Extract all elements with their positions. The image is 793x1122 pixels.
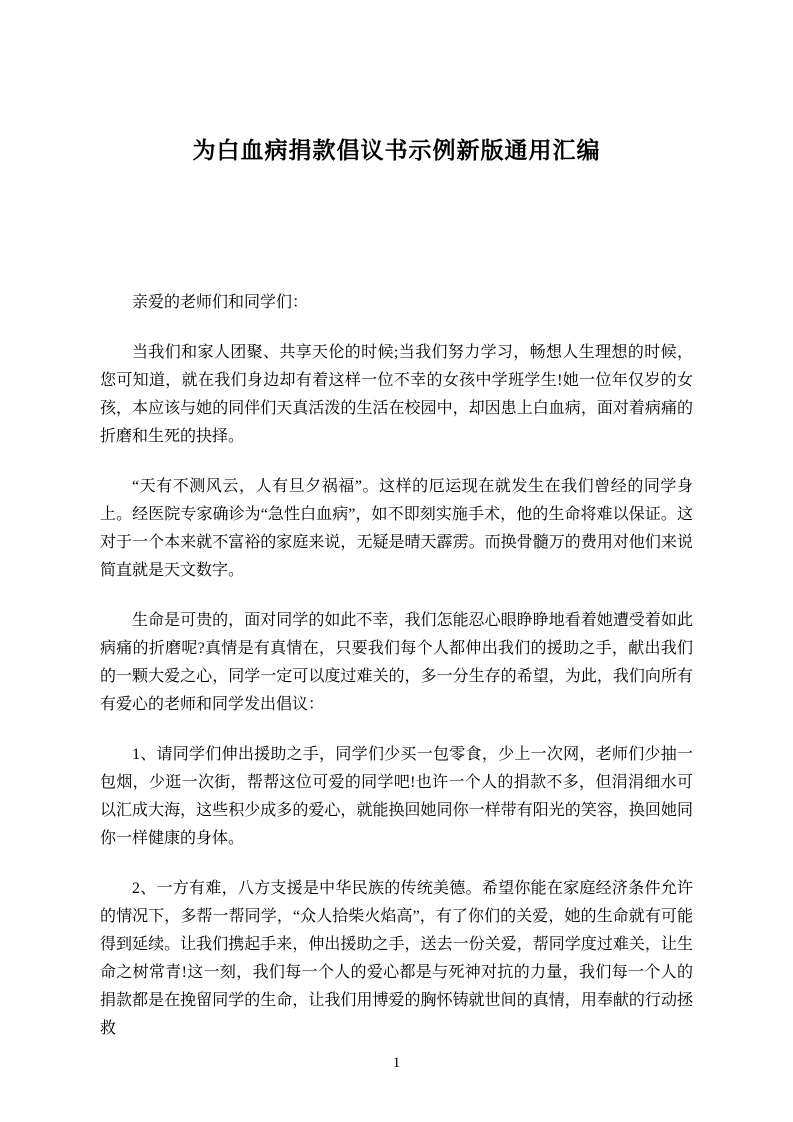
document-body xyxy=(0,289,793,1043)
document-title: 为白血病捐款倡议书示例新版通用汇编 xyxy=(192,138,601,163)
paragraph-4-item-1: 1、请同学们伸出援助之手，同学们少买一包零食，少上一次网，老师们少抽一包烟，少逛一次街，帮帮这位可爱的同学吧!也许一个人的捐款不多，但涓涓细水可以汇成大海，这些积少成多的爱心，就能换回她同你一样带有阳光的笑容，换回她同你一样健康的身体。 xyxy=(100,746,693,847)
paragraph-5-item-2: 2、一方有难，八方支援是中华民族的传统美德。希望你能在家庭经济条件允许的情况下，多帮一帮同学，“众人拾柴火焰高”，有了你们的关爱，她的生命就有可能得到延续。让我们携起手来，伸出援助之手，送去一份关爱，帮同学度过难关，让生命之树常青!这一刻，我们每一个人的爱心都是与死神对抗的力量，我们每一个人的捐款都是在挽留同学的生命，让我们用博爱的胸怀铸就世间的真情，用奉献的行动拯救 xyxy=(100,880,693,1037)
salutation-line: 亲爱的老师们和同学们： xyxy=(132,294,309,311)
page-number: 1 xyxy=(392,1055,401,1071)
paragraph-2: “天有不测风云，人有旦夕祸福”。这样的厄运现在就发生在我们曾经的同学身上。经医院专家确诊为“急性白血病”，如不即刻实施手术，他的生命将难以保证。这对于一个本来就不富裕的家庭来说，无疑是晴天霹雳。而换骨髓万的费用对他们来说简直就是天文数字。 xyxy=(100,478,693,579)
paragraph-1: 当我们和家人团聚、共享天伦的时候;当我们努力学习，畅想人生理想的时候，您可知道，就在我们身边却有着这样一位不幸的女孩中学班学生!她一位年仅岁的女孩，本应该与她的同伴们天真活泼的生活在校园中，却因患上白血病，面对着病痛的折磨和生死的抉择。 xyxy=(100,344,693,445)
paragraph-3: 生命是可贵的，面对同学的如此不幸，我们怎能忍心眼睁睁地看着她遭受着如此病痛的折磨呢?真情是有真情在，只要我们每个人都伸出我们的援助之手，献出我们的一颗大爱之心，同学一定可以度过难关的，多一分生存的希望，为此，我们向所有有爱心的老师和同学发出倡议： xyxy=(100,612,693,713)
